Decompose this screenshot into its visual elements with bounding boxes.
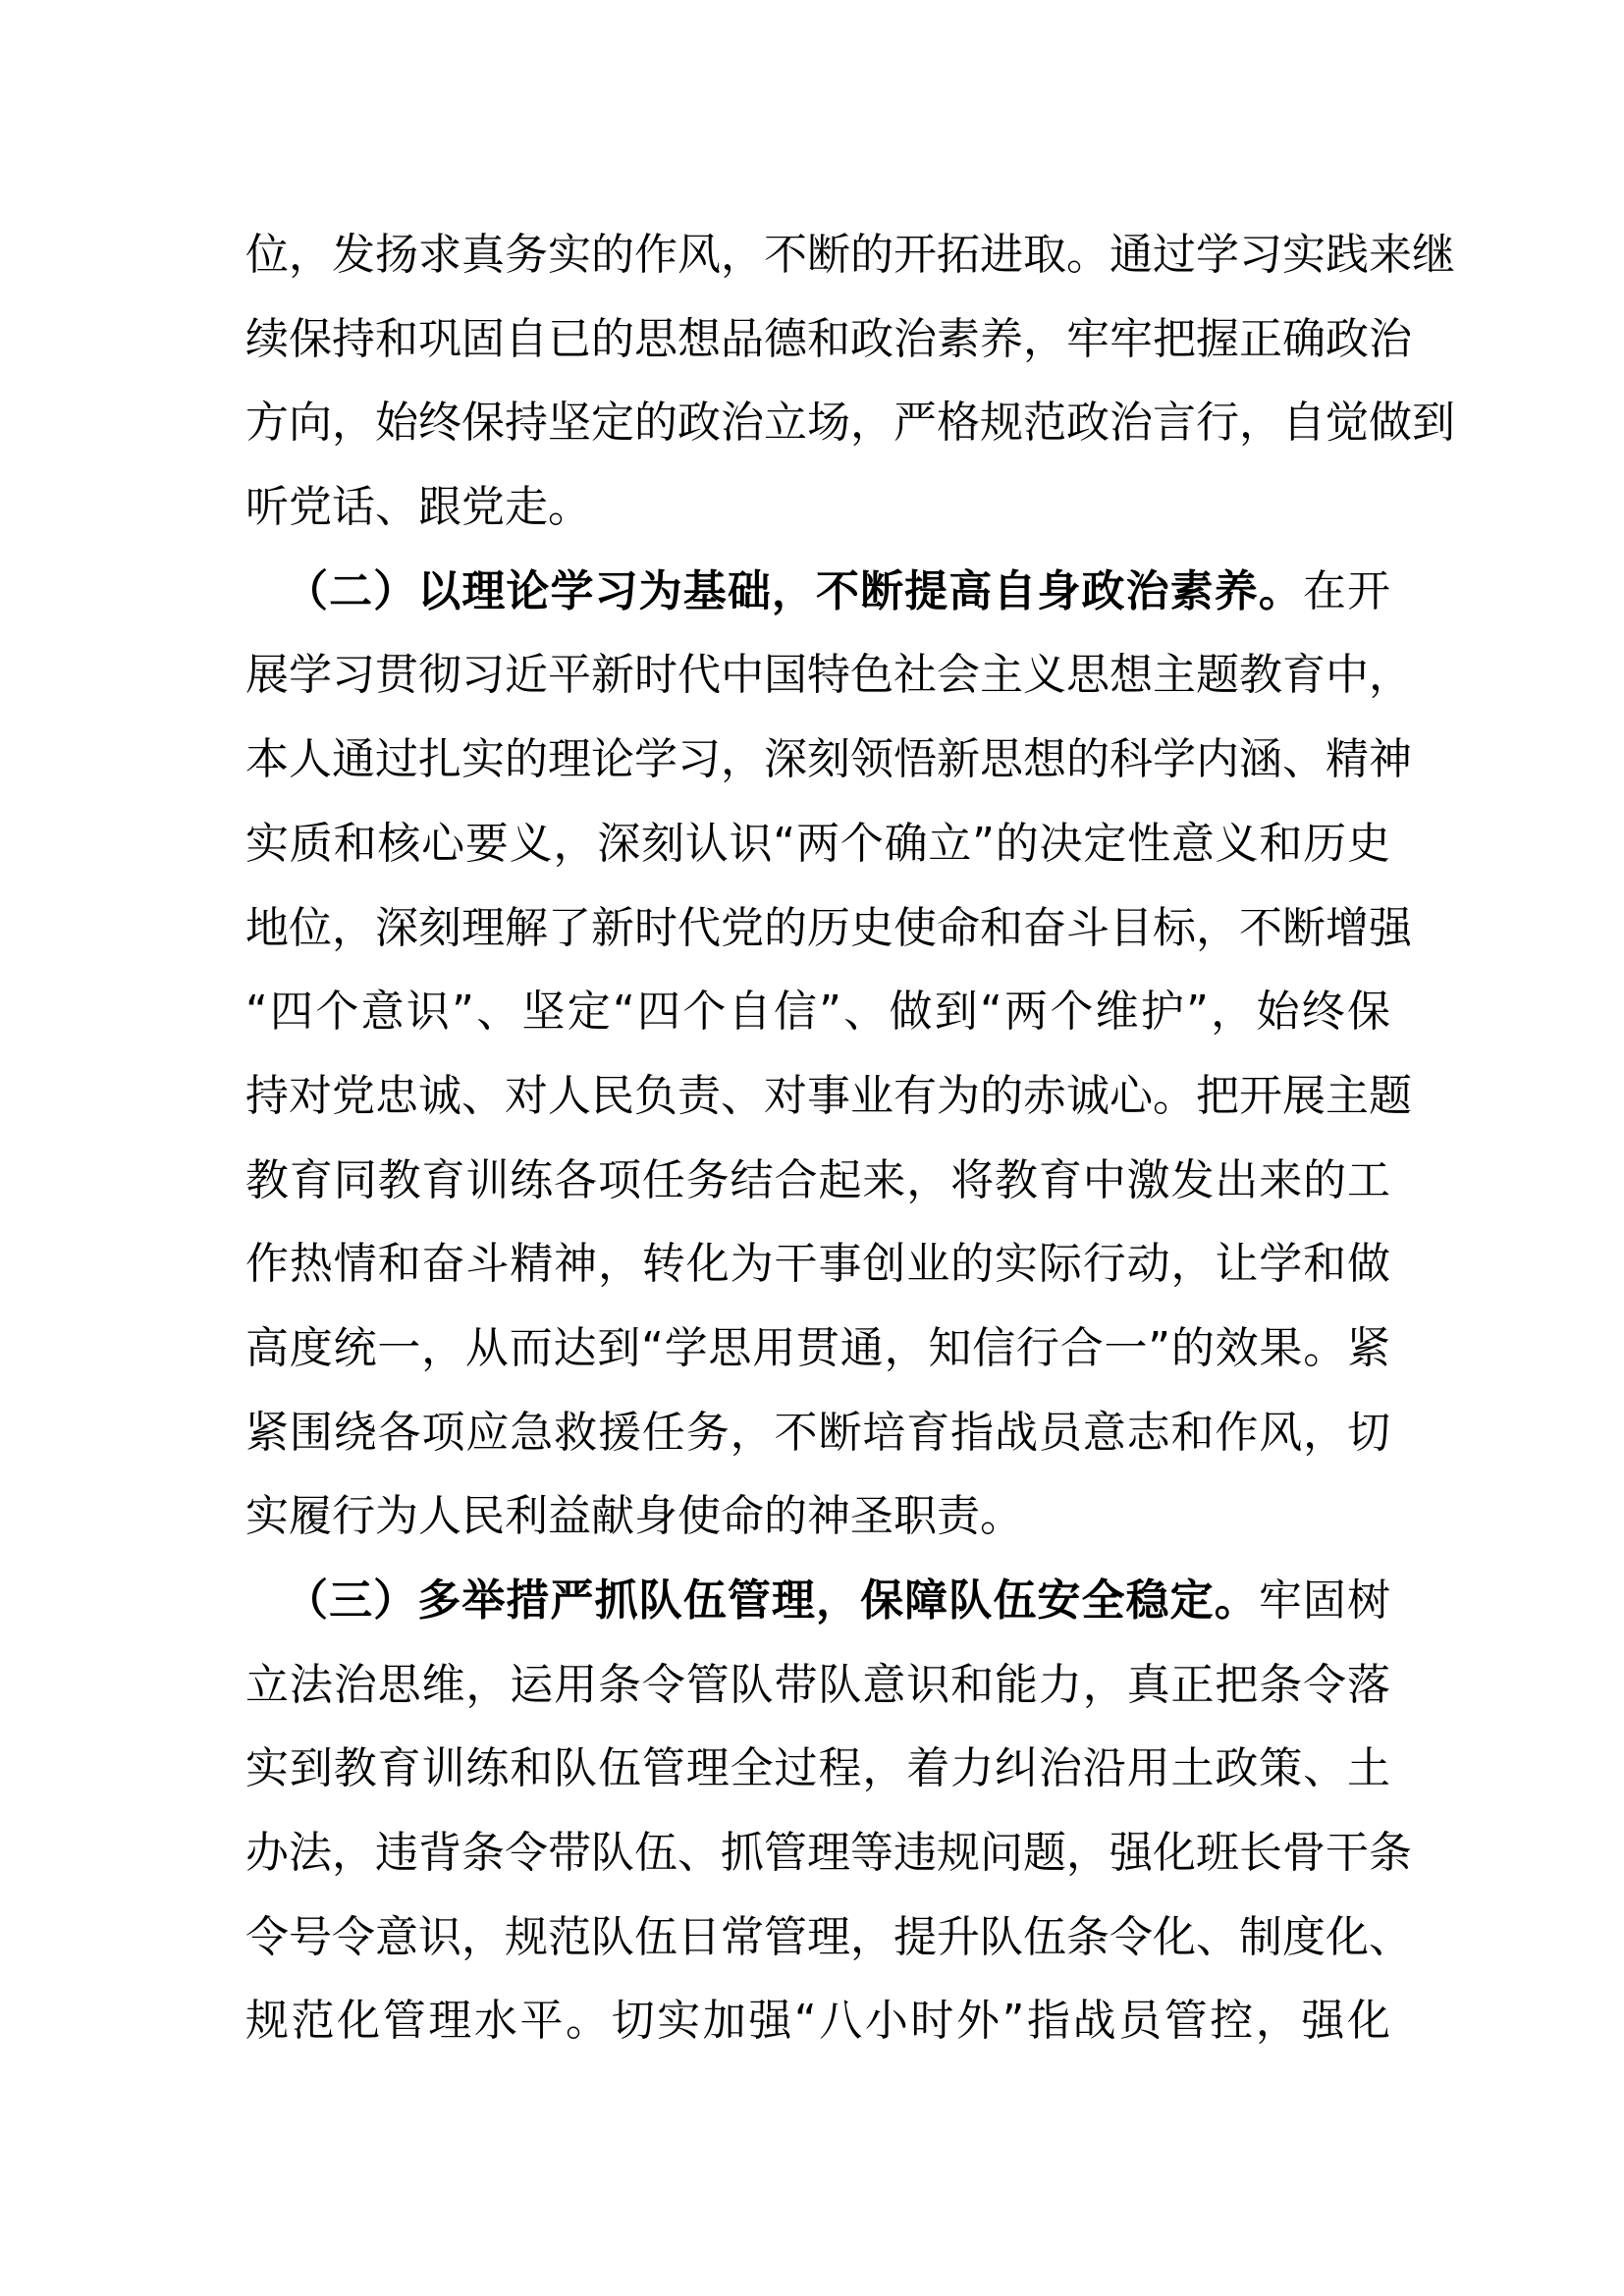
text-line: 位，发扬求真务实的作风，不断的开拓进取。通过学习实践来继 <box>245 230 1455 280</box>
text-line: 本人通过扎实的理论学习，深刻领悟新思想的科学内涵、精神 <box>245 734 1412 785</box>
text-line: 规范化管理水平。切实加强“八小时外”指战员管控，强化 <box>245 1996 1390 2047</box>
text-line: 续保持和巩固自已的思想品德和政治素养，牢牢把握正确政治 <box>245 313 1412 364</box>
text-run: 在开 <box>1302 565 1391 616</box>
section-heading-line <box>245 550 1390 634</box>
text-line: 展学习贯彻习近平新时代中国特色社会主义思想主题教育中， <box>245 650 1412 701</box>
text-line: 地位，深刻理解了新时代党的历史使命和奋斗目标，不断增强 <box>245 902 1412 953</box>
text-line: 实履行为人民利益献身使命的神圣职责。 <box>245 1491 1023 1542</box>
text-line: 办法，违背条令带队伍、抓管理等违规问题，强化班长骨干条 <box>245 1828 1412 1879</box>
section-heading-2: （二）以理论学习为基础，不断提高自身政治素养。 <box>285 565 1303 616</box>
text-line: 紧围绕各项应急救援任务，不断培育指战员意志和作风，切 <box>245 1407 1390 1458</box>
text-run: 牢固树 <box>1258 1575 1391 1626</box>
section-heading-3: （三）多举措严抓队伍管理，保障队伍安全稳定。 <box>285 1575 1259 1626</box>
text-line: 令号令意识，规范队伍日常管理，提升队伍条令化、制度化、 <box>245 1911 1412 1962</box>
text-line: 高度统一，从而达到“学思用贯通，知信行合一”的效果。紧 <box>245 1322 1390 1373</box>
text-line: 持对党忠诚、对人民负责、对事业有为的赤诚心。把开展主题 <box>245 1070 1412 1121</box>
text-line: 立法治思维，运用条令管队带队意识和能力，真正把条令落 <box>245 1659 1390 1710</box>
text-line: 方向，始终保持坚定的政治立场，严格规范政治言行，自觉做到 <box>245 398 1455 449</box>
section-heading-line <box>245 1559 1390 1643</box>
document-body <box>245 213 1455 2063</box>
text-line: 实到教育训练和队伍管理全过程，着力纠治沿用土政策、土 <box>245 1743 1390 1794</box>
text-line: “四个意识”、坚定“四个自信”、做到“两个维护”，始终保 <box>245 987 1390 1038</box>
text-line: 听党话、跟党走。 <box>245 482 591 533</box>
text-line: 作热情和奋斗精神，转化为干事创业的实际行动，让学和做 <box>245 1239 1390 1290</box>
text-line: 教育同教育训练各项任务结合起来，将教育中激发出来的工 <box>245 1154 1390 1205</box>
text-line: 实质和核心要义，深刻认识“两个确立”的决定性意义和历史 <box>245 818 1390 869</box>
